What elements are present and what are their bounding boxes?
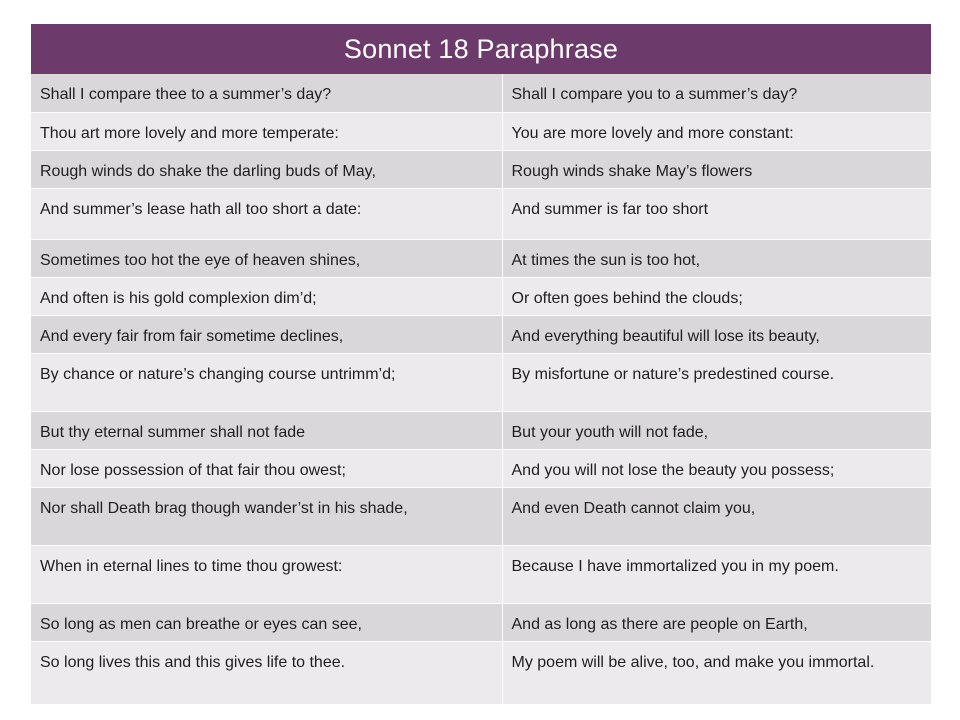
table-row [31, 74, 931, 112]
paraphrase-line: By misfortune or nature’s predestined course. [502, 353, 931, 411]
paraphrase-line: Because I have immortalized you in my poem. [502, 545, 931, 603]
paraphrase-table [31, 74, 931, 705]
original-line: So long as men can breathe or eyes can see, [31, 603, 502, 641]
paraphrase-line: And as long as there are people on Earth, [502, 603, 931, 641]
table-row [31, 112, 931, 150]
paraphrase-line: Or often goes behind the clouds; [502, 277, 931, 315]
paraphrase-line: Rough winds shake May’s flowers [502, 150, 931, 188]
table-row [31, 239, 931, 277]
original-line: When in eternal lines to time thou growest: [31, 545, 502, 603]
original-line: Thou art more lovely and more temperate: [31, 112, 502, 150]
paraphrase-line: But your youth will not fade, [502, 411, 931, 449]
title-bar [31, 24, 931, 74]
original-line: Sometimes too hot the eye of heaven shines, [31, 239, 502, 277]
paraphrase-line: You are more lovely and more constant: [502, 112, 931, 150]
paraphrase-line: Shall I compare you to a summer’s day? [502, 74, 931, 112]
original-line: So long lives this and this gives life to thee. [31, 641, 502, 704]
table-row [31, 449, 931, 487]
slide [31, 24, 931, 705]
original-line: Shall I compare thee to a summer’s day? [31, 74, 502, 112]
original-line: And often is his gold complexion dim’d; [31, 277, 502, 315]
paraphrase-line: And everything beautiful will lose its beauty, [502, 315, 931, 353]
paraphrase-line: My poem will be alive, too, and make you immortal. [502, 641, 931, 704]
slide-title: Sonnet 18 Paraphrase [343, 33, 619, 64]
table-row [31, 487, 931, 545]
table-row [31, 603, 931, 641]
table-row [31, 188, 931, 239]
table-row [31, 545, 931, 603]
original-line: But thy eternal summer shall not fade [31, 411, 502, 449]
paraphrase-line: And even Death cannot claim you, [502, 487, 931, 545]
original-line: And summer’s lease hath all too short a date: [31, 188, 502, 239]
table-row [31, 353, 931, 411]
original-line: Nor lose possession of that fair thou owest; [31, 449, 502, 487]
paraphrase-line: And summer is far too short [502, 188, 931, 239]
table-row [31, 411, 931, 449]
table-row [31, 641, 931, 704]
original-line: Nor shall Death brag though wander’st in his shade, [31, 487, 502, 545]
original-line: Rough winds do shake the darling buds of May, [31, 150, 502, 188]
table-row [31, 150, 931, 188]
paraphrase-line: And you will not lose the beauty you possess; [502, 449, 931, 487]
table-row [31, 277, 931, 315]
paraphrase-line: At times the sun is too hot, [502, 239, 931, 277]
table-row [31, 315, 931, 353]
original-line: And every fair from fair sometime declines, [31, 315, 502, 353]
original-line: By chance or nature’s changing course untrimm’d; [31, 353, 502, 411]
